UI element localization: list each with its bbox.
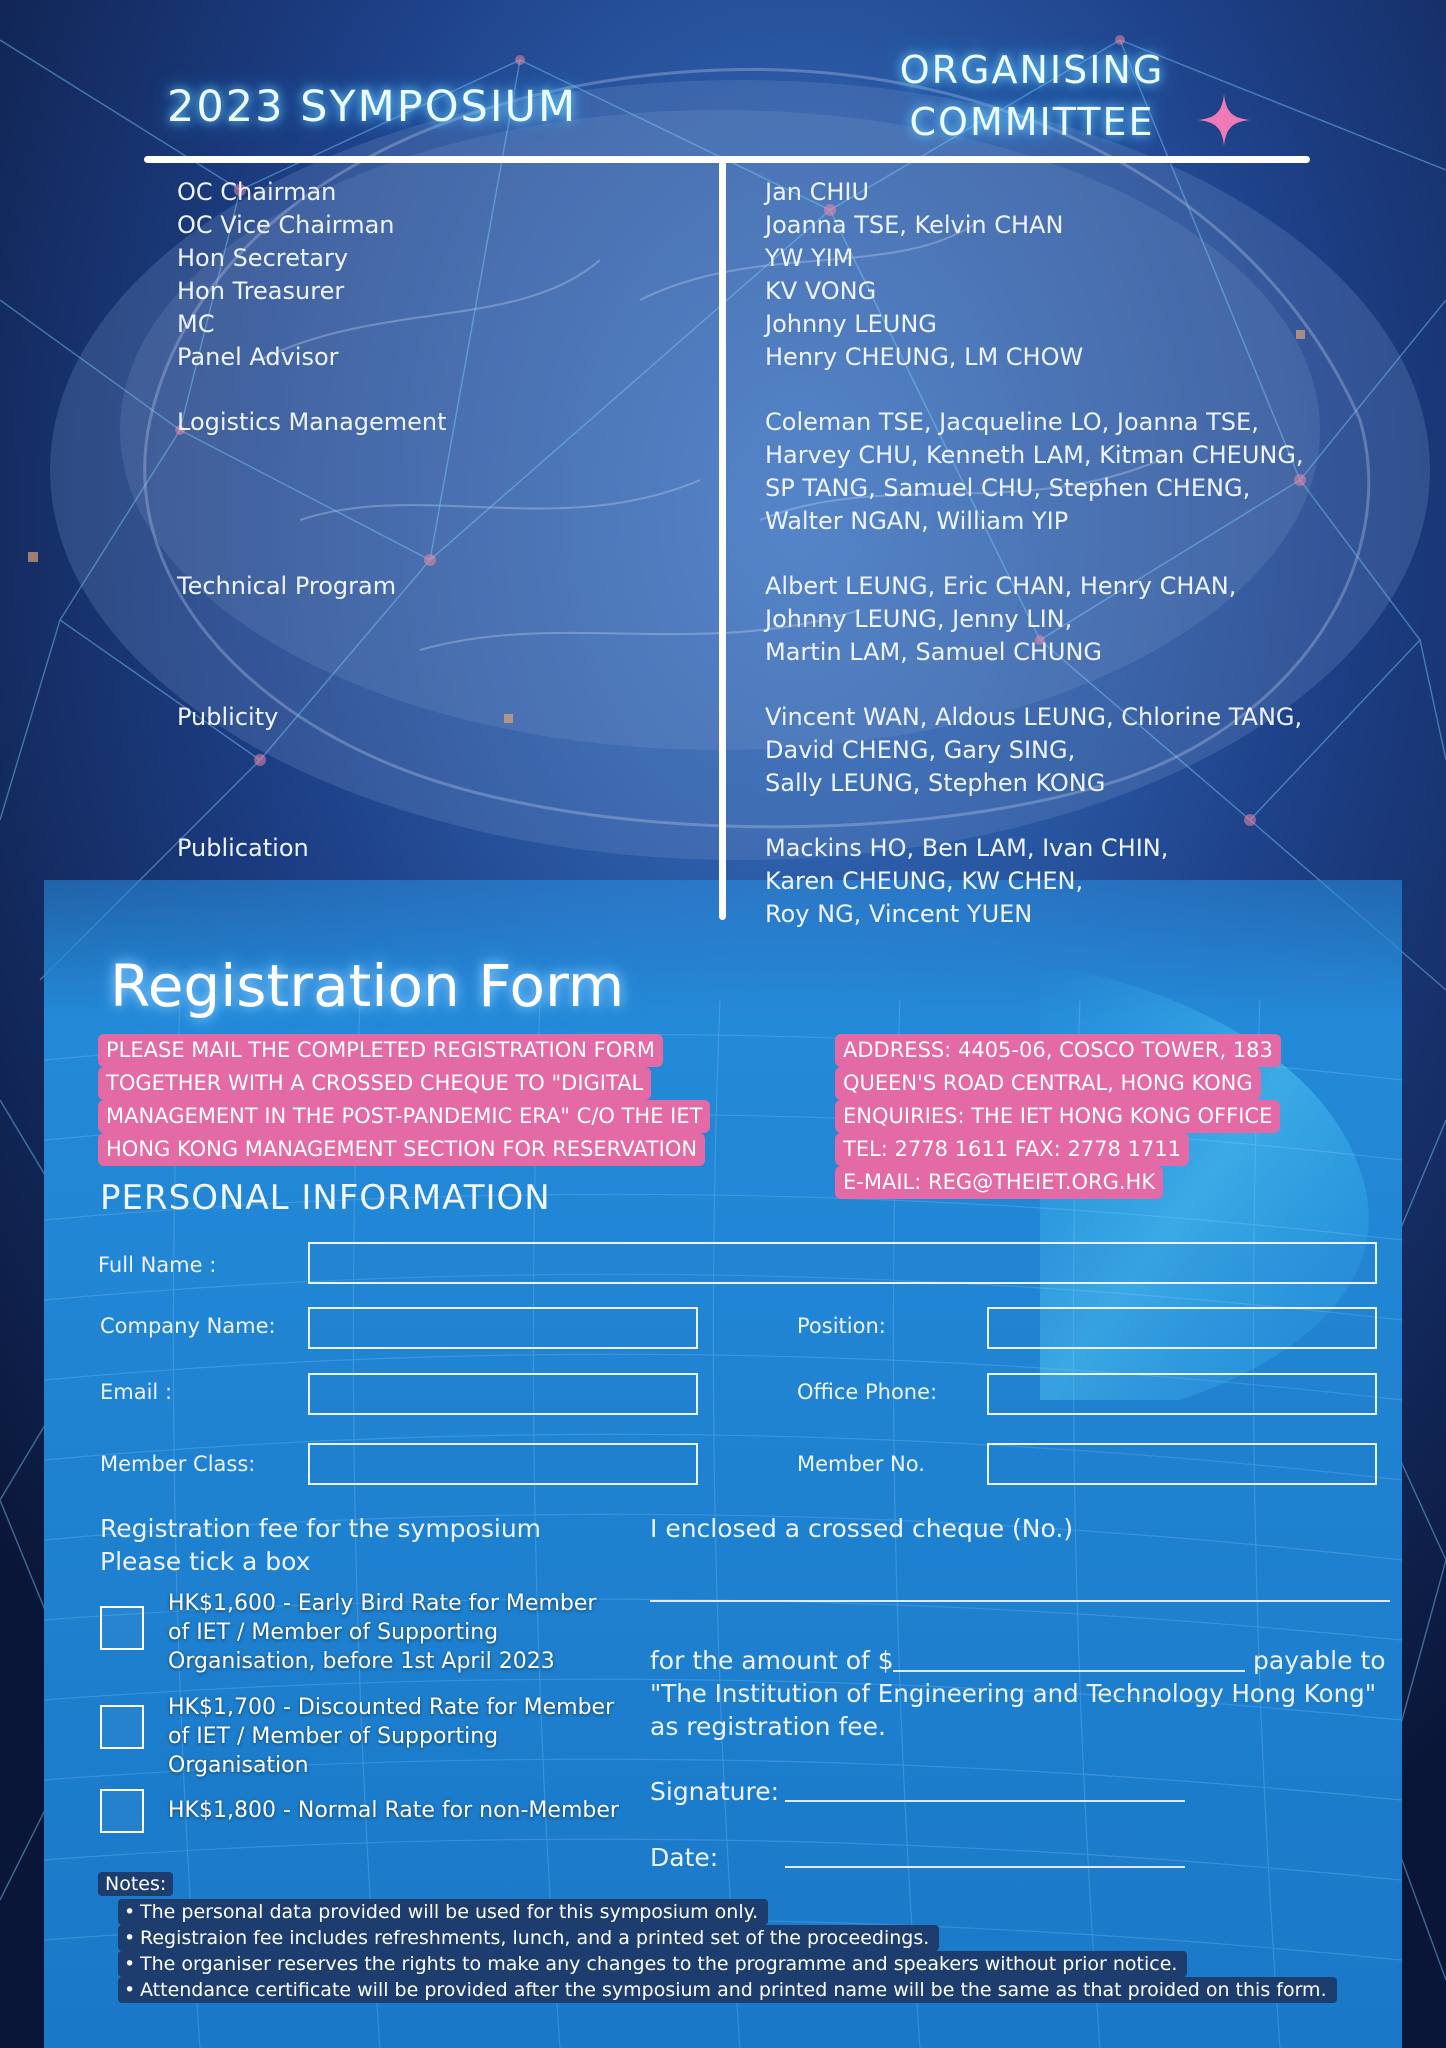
member-line: Walter NGAN, William YIP: [765, 507, 1069, 535]
office-phone-label: Office Phone:: [797, 1380, 938, 1404]
note-item: • Attendance certificate will be provided after the symposium and printed name will be the same as that proided on this form.: [118, 1977, 1337, 2003]
address-line: TEL: 2778 1611 FAX: 2778 1711: [835, 1133, 1189, 1166]
payee-name: "The Institution of Engineering and Technology Hong Kong": [650, 1679, 1376, 1708]
member-line: Joanna TSE, Kelvin CHAN: [765, 211, 1064, 239]
member-line: Harvey CHU, Kenneth LAM, Kitman CHEUNG,: [765, 441, 1304, 469]
full-name-label: Full Name :: [98, 1253, 217, 1277]
role-hon-treasurer: Hon Treasurer: [177, 277, 345, 305]
role-logistics-management: Logistics Management: [177, 408, 447, 436]
member-line: Sally LEUNG, Stephen KONG: [765, 769, 1106, 797]
fee-heading-line2: Please tick a box: [100, 1547, 311, 1576]
address-block: [835, 1034, 1281, 1199]
fee-option-discounted: [168, 1693, 614, 1780]
members-hon-secretary: [765, 242, 853, 275]
mail-notice: [98, 1034, 710, 1166]
member-line: Martin LAM, Samuel CHUNG: [765, 638, 1103, 666]
member-line: Roy NG, Vincent YUEN: [765, 900, 1033, 928]
members-publicity: [765, 701, 1302, 800]
fee-option-line: HK$1,700 - Discounted Rate for Member: [168, 1695, 615, 1720]
fee-checkbox-normal[interactable]: [100, 1789, 144, 1833]
member-line: Mackins HO, Ben LAM, Ivan CHIN,: [765, 834, 1169, 862]
fee-option-normal: [168, 1796, 619, 1825]
members-mc: [765, 308, 937, 341]
fee-option-line: Organisation, before 1st April 2023: [168, 1649, 555, 1674]
signature-label: Signature:: [650, 1777, 780, 1806]
member-class-label: Member Class:: [100, 1452, 256, 1476]
role-publication: Publication: [177, 834, 309, 862]
member-line: David CHENG, Gary SING,: [765, 736, 1076, 764]
role-hon-secretary: Hon Secretary: [177, 244, 349, 272]
header-divider: [144, 156, 1310, 163]
fee-option-line: HK$1,600 - Early Bird Rate for Member: [168, 1591, 597, 1616]
member-no-label: Member No.: [797, 1452, 925, 1476]
fee-option-line: of IET / Member of Supporting: [168, 1620, 499, 1645]
email-field[interactable]: [308, 1373, 698, 1415]
address-line: ADDRESS: 4405-06, COSCO TOWER, 183: [835, 1034, 1281, 1067]
cheque-number-line[interactable]: [650, 1600, 1390, 1602]
company-name-field[interactable]: [308, 1307, 698, 1349]
members-logistics-management: [765, 406, 1304, 538]
organising-title-line1: ORGANISING: [899, 48, 1165, 92]
registration-form-title: Registration Form: [110, 952, 625, 1020]
organising-title-line2: COMMITTEE: [909, 100, 1155, 144]
member-line: SP TANG, Samuel CHU, Stephen CHENG,: [765, 474, 1251, 502]
organising-committee-title: [882, 44, 1182, 148]
member-line: Henry CHEUNG, LM CHOW: [765, 343, 1084, 371]
fee-heading-line1: Registration fee for the symposium: [100, 1514, 542, 1543]
members-oc-vice-chairman: [765, 209, 1063, 242]
signature-line[interactable]: [785, 1800, 1185, 1802]
address-line: ENQUIRIES: THE IET HONG KONG OFFICE: [835, 1100, 1280, 1133]
fee-heading: [100, 1512, 541, 1578]
member-line: Johnny LEUNG: [765, 310, 937, 338]
members-hon-treasurer: [765, 275, 876, 308]
members-technical-program: [765, 570, 1236, 669]
office-phone-field[interactable]: [987, 1373, 1377, 1415]
member-line: Jan CHIU: [765, 178, 870, 206]
member-line: Vincent WAN, Aldous LEUNG, Chlorine TANG,: [765, 703, 1303, 731]
mail-notice-line: PLEASE MAIL THE COMPLETED REGISTRATION FORM: [98, 1034, 663, 1067]
member-line: YW YIM: [765, 244, 854, 272]
members-publication: [765, 832, 1168, 931]
position-label: Position:: [797, 1314, 886, 1338]
member-no-field[interactable]: [987, 1443, 1377, 1485]
email-address-line: E-MAIL: REG@THEIET.ORG.HK: [835, 1166, 1163, 1199]
date-label: Date:: [650, 1843, 719, 1872]
amount-prefix: for the amount of $: [650, 1646, 894, 1675]
member-line: Albert LEUNG, Eric CHAN, Henry CHAN,: [765, 572, 1237, 600]
member-line: Johnny LEUNG, Jenny LIN,: [765, 605, 1073, 633]
notes-label: Notes:: [98, 1872, 173, 1896]
member-class-field[interactable]: [308, 1443, 698, 1485]
position-field[interactable]: [987, 1307, 1377, 1349]
email-label: Email :: [100, 1380, 173, 1404]
role-publicity: Publicity: [177, 703, 279, 731]
member-line: Coleman TSE, Jacqueline LO, Joanna TSE,: [765, 408, 1259, 436]
sparkle-icon: [1196, 92, 1252, 148]
note-item: • The organiser reserves the rights to make any changes to the programme and speakers without prior notice.: [118, 1951, 1187, 1977]
cheque-statement: I enclosed a crossed cheque (No.): [650, 1514, 1074, 1543]
fee-checkbox-discounted[interactable]: [100, 1705, 144, 1749]
fee-checkbox-early-bird[interactable]: [100, 1606, 144, 1650]
company-name-label: Company Name:: [100, 1314, 276, 1338]
role-technical-program: Technical Program: [177, 572, 397, 600]
symposium-title: 2023 SYMPOSIUM: [167, 82, 578, 132]
personal-information-title: PERSONAL INFORMATION: [100, 1178, 551, 1218]
note-item: • The personal data provided will be used for this symposium only.: [118, 1899, 768, 1925]
role-panel-advisor: Panel Advisor: [177, 343, 339, 371]
role-oc-chairman: OC Chairman: [177, 178, 337, 206]
fee-option-early-bird: [168, 1589, 596, 1676]
role-mc: MC: [177, 310, 215, 338]
fee-option-line: HK$1,800 - Normal Rate for non-Member: [168, 1798, 619, 1823]
mail-notice-line: MANAGEMENT IN THE POST-PANDEMIC ERA" C/O THE IET: [98, 1100, 710, 1133]
amount-suffix: payable to: [1253, 1646, 1386, 1675]
full-name-field[interactable]: [308, 1242, 1377, 1284]
amount-line[interactable]: [893, 1670, 1245, 1672]
payment-purpose: as registration fee.: [650, 1712, 886, 1741]
role-oc-vice-chairman: OC Vice Chairman: [177, 211, 395, 239]
mail-notice-line: TOGETHER WITH A CROSSED CHEQUE TO "DIGITAL: [98, 1067, 651, 1100]
column-divider: [719, 160, 726, 920]
note-item: • Registraion fee includes refreshments, lunch, and a printed set of the proceedings.: [118, 1925, 939, 1951]
fee-option-line: of IET / Member of Supporting: [168, 1724, 499, 1749]
member-line: Karen CHEUNG, KW CHEN,: [765, 867, 1084, 895]
members-oc-chairman: [765, 176, 869, 209]
members-panel-advisor: [765, 341, 1083, 374]
mail-notice-line: HONG KONG MANAGEMENT SECTION FOR RESERVATION: [98, 1133, 705, 1166]
member-line: KV VONG: [765, 277, 877, 305]
date-line[interactable]: [785, 1866, 1185, 1868]
fee-option-line: Organisation: [168, 1753, 309, 1778]
address-line: QUEEN'S ROAD CENTRAL, HONG KONG: [835, 1067, 1261, 1100]
